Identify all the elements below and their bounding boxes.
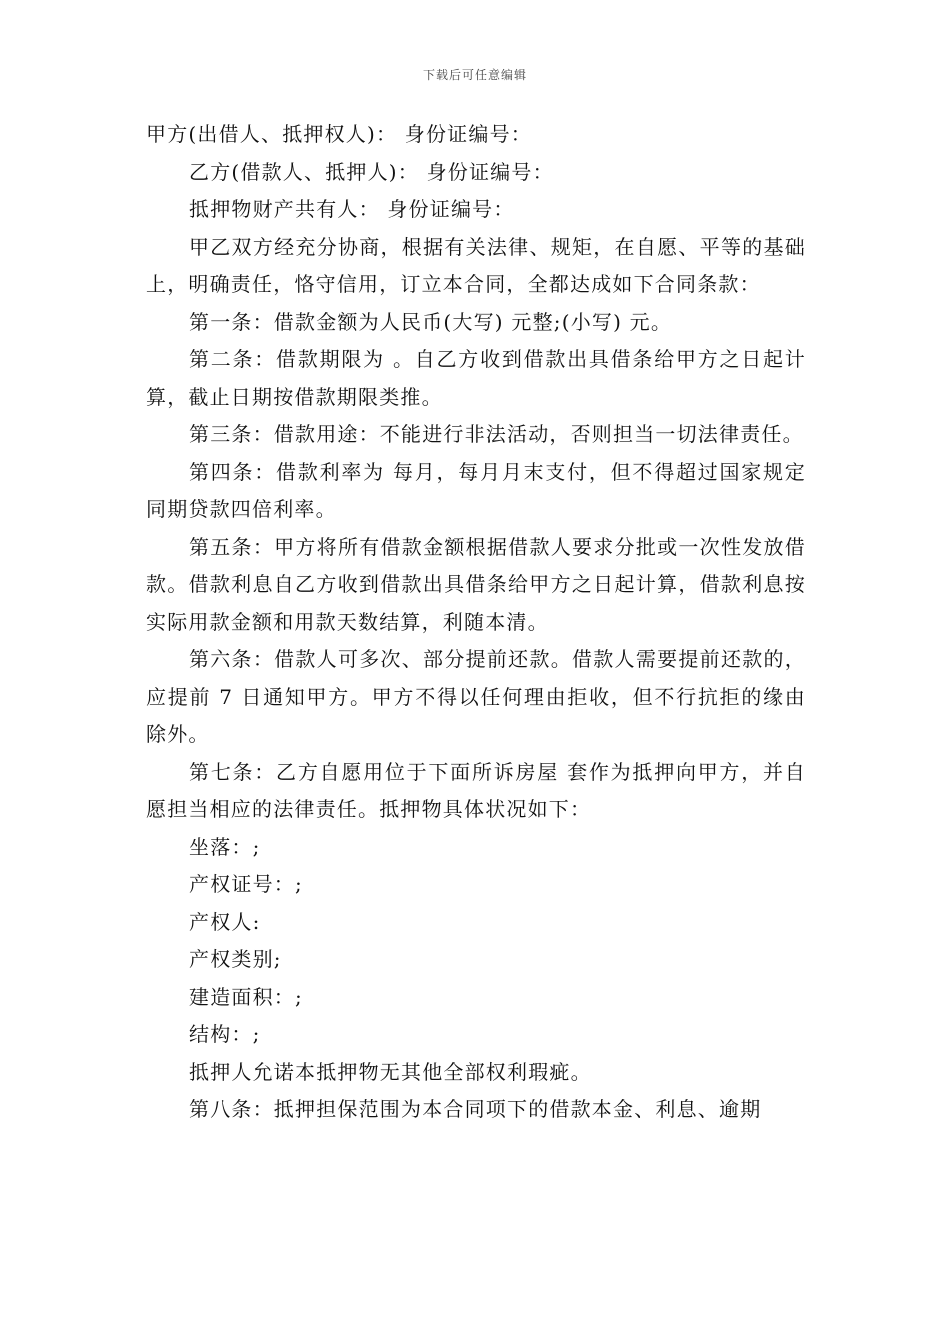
collateral-cert-number: 产权证号：;: [189, 872, 303, 896]
clause-8: 第八条：抵押担保范围为本合同项下的借款本金、利息、逾期: [189, 1097, 762, 1121]
collateral-type: 产权类别;: [189, 947, 282, 971]
header-note: 下载后可任意编辑: [422, 68, 527, 82]
collateral-owner: 产权人:: [189, 909, 261, 934]
collateral-area: 建造面积：;: [189, 984, 303, 1009]
preamble-paragraph: 甲乙双方经充分协商，根据有关法律、规矩，在自愿、平等的基础上，明确责任，恪守信用，订立本合同，全都达成如下合同条款：: [146, 234, 806, 296]
collateral-location: 坐落：;: [189, 834, 261, 859]
clause-7: 第七条：乙方自愿用位于下面所诉房屋 套作为抵押向甲方，并自愿担当相应的法律责任。抵押物具体状况如下：: [146, 759, 806, 821]
document-body: [146, 116, 806, 1129]
clause-6: 第六条：借款人可多次、部分提前还款。借款人需要提前还款的，应提前 7 日通知甲方。甲方不得以任何理由拒收，但不行抗拒的缘由除外。: [146, 647, 806, 746]
clause-1: 第一条：借款金额为人民币(大写) 元整;(小写) 元。: [189, 309, 673, 334]
clause-2: 第二条：借款期限为 。自乙方收到借款出具借条给甲方之日起计算，截止日期按借款期限类推。: [146, 347, 806, 409]
collateral-structure: 结构：;: [189, 1022, 261, 1046]
party-a-line: 甲方(出借人、抵押权人)： 身份证编号：: [146, 122, 532, 146]
clause-5: 第五条：甲方将所有借款金额根据借款人要求分批或一次性发放借款。借款利息自乙方收到借款出具借条给甲方之日起计算，借款利息按实际用款金额和用款天数结算，利随本清。: [146, 534, 806, 634]
clause-4: 第四条：借款利率为 每月，每月月末支付，但不得超过国家规定同期贷款四倍利率。: [146, 459, 806, 521]
clause-3: 第三条：借款用途：不能进行非法活动，否则担当一切法律责任。: [189, 422, 804, 446]
collateral-warranty: 抵押人允诺本抵押物无其他全部权利瑕疵。: [189, 1059, 592, 1084]
party-b-line: 乙方(借款人、抵押人)： 身份证编号：: [189, 159, 554, 184]
co-owner-line: 抵押物财产共有人： 身份证编号：: [189, 197, 515, 221]
